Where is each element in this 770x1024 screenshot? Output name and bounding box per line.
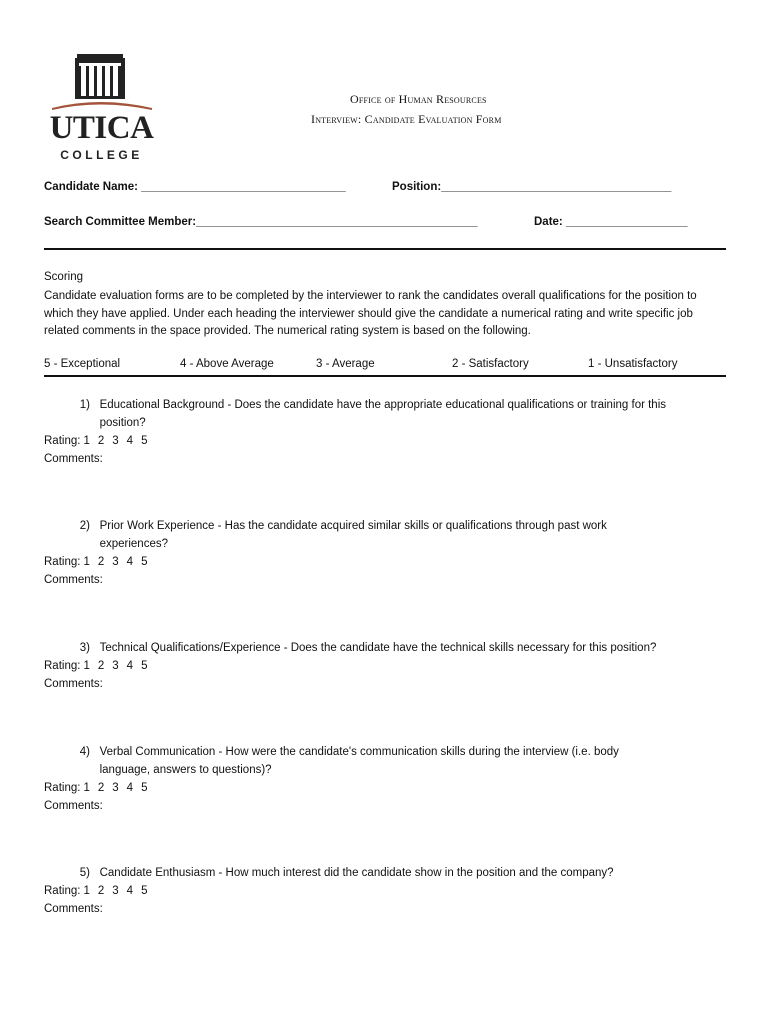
- logo-arc: [52, 102, 152, 110]
- scoring-heading: Scoring: [44, 271, 83, 283]
- rating-4[interactable]: 4: [126, 556, 134, 568]
- question-text-cont: experiences?: [99, 538, 168, 550]
- comments-label: Comments:: [44, 574, 103, 586]
- rating-3[interactable]: 3: [112, 782, 119, 794]
- scale-item-5: 5 - Exceptional: [44, 358, 121, 370]
- scale-item-1: 1 - Unsatisfactory: [588, 358, 678, 370]
- question-5: [44, 864, 724, 918]
- rating-3[interactable]: 3: [112, 885, 119, 897]
- scale-item-2: 2 - Satisfactory: [452, 358, 529, 370]
- comments-label: Comments:: [44, 903, 103, 915]
- rating-4[interactable]: 4: [126, 660, 134, 672]
- rating-4[interactable]: 4: [126, 885, 134, 897]
- scale-divider: [44, 375, 726, 377]
- rating-5[interactable]: 5: [141, 885, 148, 897]
- rating-row[interactable]: Rating: 1 2 3 4 5: [44, 657, 724, 675]
- question-text: Verbal Communication - How were the candidate's communication skills during the interview (i.e. body: [99, 746, 619, 758]
- scale-item-3: 3 - Average: [316, 358, 375, 370]
- question-text: Educational Background - Does the candidate have the appropriate educational qualifications or training for this: [99, 399, 667, 411]
- rating-row[interactable]: Rating: 1 2 3 4 5: [44, 882, 724, 900]
- logo-wordmark: UTICA: [49, 110, 154, 146]
- question-number: 1): [79, 399, 90, 411]
- header-form-title: Interview: Candidate Evaluation Form: [311, 112, 502, 126]
- scale-item-4: 4 - Above Average: [180, 358, 274, 370]
- rating-2[interactable]: 2: [97, 782, 105, 794]
- question-number: 2): [79, 520, 90, 532]
- rating-2[interactable]: 2: [97, 435, 105, 447]
- rating-1[interactable]: 1: [83, 556, 90, 568]
- question-text: Candidate Enthusiasm - How much interest did the candidate show in the position and the company?: [99, 867, 614, 879]
- question-number: 3): [79, 642, 90, 654]
- question-text: Technical Qualifications/Experience - Does the candidate have the technical skills necessary for this position?: [99, 642, 657, 654]
- question-number: 5): [79, 867, 90, 879]
- rating-5[interactable]: 5: [141, 435, 148, 447]
- date-field[interactable]: Date: ___________________: [534, 216, 688, 228]
- rating-row[interactable]: Rating: 1 2 3 4 5: [44, 779, 724, 797]
- rating-1[interactable]: 1: [83, 435, 90, 447]
- rating-row[interactable]: Rating: 1 2 3 4 5: [44, 432, 724, 450]
- rating-1[interactable]: 1: [83, 660, 90, 672]
- question-number: 4): [79, 746, 90, 758]
- scoring-description: Candidate evaluation forms are to be completed by the interviewer to rank the candidates overall qualifications for the position to which they have applied. Under each heading the interviewer should give the candidate a numerical rating and write specific job related comments in the space provided. The numerical rating system is based on the following.: [44, 290, 697, 337]
- rating-2[interactable]: 2: [97, 556, 105, 568]
- comments-label: Comments:: [44, 800, 103, 812]
- logo-subtitle: COLLEGE: [60, 148, 143, 162]
- question-1: [44, 396, 724, 468]
- rating-5[interactable]: 5: [141, 660, 148, 672]
- question-2: [44, 517, 724, 589]
- position-field[interactable]: Position:____________________________________: [392, 181, 672, 193]
- rating-1[interactable]: 1: [83, 885, 90, 897]
- rating-2[interactable]: 2: [97, 660, 105, 672]
- rating-5[interactable]: 5: [141, 556, 148, 568]
- question-text-cont: position?: [99, 417, 146, 429]
- question-text-cont: language, answers to questions)?: [99, 764, 272, 776]
- rating-2[interactable]: 2: [97, 885, 105, 897]
- candidate-name-field[interactable]: Candidate Name: ________________________________: [44, 181, 346, 193]
- rating-5[interactable]: 5: [141, 782, 148, 794]
- rating-3[interactable]: 3: [112, 435, 119, 447]
- rating-row[interactable]: Rating: 1 2 3 4 5: [44, 553, 724, 571]
- rating-3[interactable]: 3: [112, 660, 119, 672]
- comments-label: Comments:: [44, 453, 103, 465]
- columns-building-icon: [75, 54, 125, 99]
- rating-3[interactable]: 3: [112, 556, 119, 568]
- header-office-title: Office of Human Resources: [350, 92, 487, 106]
- rating-1[interactable]: 1: [83, 782, 90, 794]
- question-3: [44, 639, 724, 693]
- committee-member-field[interactable]: Search Committee Member:____________________________________________: [44, 216, 478, 228]
- section-divider: [44, 248, 726, 250]
- rating-4[interactable]: 4: [126, 782, 134, 794]
- comments-label: Comments:: [44, 678, 103, 690]
- question-4: [44, 743, 724, 815]
- rating-4[interactable]: 4: [126, 435, 134, 447]
- question-text: Prior Work Experience - Has the candidate acquired similar skills or qualifications through past work: [99, 520, 607, 532]
